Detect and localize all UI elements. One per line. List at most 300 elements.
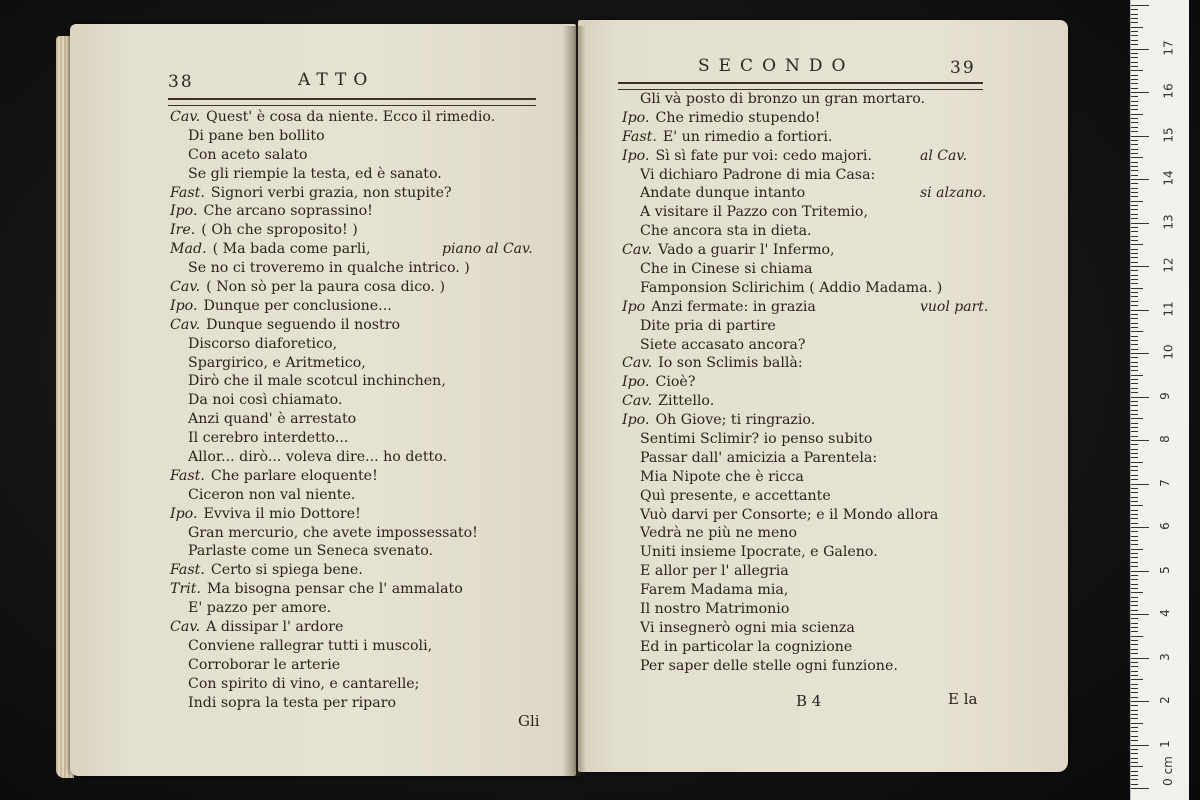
ruler-tick: [1131, 636, 1143, 637]
line-text: Anzi fermate: in grazia: [651, 298, 816, 315]
ruler-tick: [1131, 723, 1143, 724]
line-text: Famponsion Sclirichim ( Addio Madama. ): [640, 279, 943, 296]
catchword-left: Gli: [518, 712, 540, 730]
text-line: [170, 221, 550, 240]
ruler-tick: [1131, 779, 1138, 780]
stage-direction: al Cav.: [920, 147, 968, 164]
text-line: [622, 336, 1022, 355]
ruler-tick: [1131, 758, 1138, 759]
ruler-tick: [1131, 122, 1138, 123]
speaker-label: Cav.: [170, 619, 201, 636]
ruler-tick: [1131, 731, 1138, 732]
line-text: Dite pria di partire: [640, 317, 776, 334]
ruler-number: 12: [1161, 257, 1176, 273]
ruler-tick: [1131, 601, 1138, 602]
ruler-tick: [1131, 562, 1138, 563]
ruler-tick: [1131, 105, 1138, 106]
ruler-tick: [1131, 331, 1143, 332]
line-text: Con aceto salato: [188, 146, 308, 163]
ruler-tick: [1131, 144, 1138, 145]
ruler-tick: [1131, 749, 1138, 750]
text-line: [170, 335, 550, 354]
line-text: Conviene rallegrar tutti i muscoli,: [188, 637, 433, 654]
book-gutter: [562, 26, 586, 776]
speaker-label: Trit.: [170, 581, 201, 598]
ruler-tick: [1131, 262, 1138, 263]
ruler-tick: [1131, 701, 1149, 702]
ruler-tick: [1131, 257, 1138, 258]
ruler-number: 13: [1161, 213, 1176, 230]
ruler-tick: [1131, 201, 1143, 202]
text-line: [622, 317, 1022, 336]
ruler-tick: [1131, 571, 1149, 572]
ruler-tick: [1131, 592, 1143, 593]
text-line: [622, 354, 1022, 373]
ruler-tick: [1131, 505, 1143, 506]
line-text: Io son Sclimis ballà:: [658, 355, 803, 372]
line-text: A dissipar l' ardore: [206, 619, 344, 636]
ruler-tick: [1131, 170, 1138, 171]
running-head-right: SECONDO: [698, 56, 855, 76]
text-line: [170, 278, 550, 297]
text-line: [170, 675, 550, 694]
ruler-tick: [1131, 575, 1138, 576]
line-text: E allor per l' allegria: [640, 563, 789, 580]
ruler-number: 5: [1157, 565, 1172, 574]
ruler-tick: [1131, 114, 1143, 115]
text-line: [170, 165, 550, 184]
text-line: [622, 411, 1022, 430]
ruler-tick: [1131, 775, 1138, 776]
ruler-tick: [1131, 22, 1138, 23]
text-line: [170, 391, 550, 410]
text-line: [170, 637, 550, 656]
ruler-tick: [1131, 762, 1138, 763]
catchword-right: E la: [948, 690, 978, 708]
ruler-tick: [1131, 418, 1143, 419]
ruler-tick: [1131, 188, 1138, 189]
ruler-tick: [1131, 127, 1138, 128]
ruler-tick: [1131, 70, 1143, 71]
ruler-tick: [1131, 75, 1138, 76]
text-line: [170, 505, 550, 524]
ruler-number: 15: [1161, 126, 1176, 143]
text-line: [170, 429, 550, 448]
ruler-number: 17: [1161, 39, 1176, 56]
ruler-tick: [1131, 162, 1138, 163]
ruler-tick: [1131, 584, 1138, 585]
ruler-tick: [1131, 553, 1138, 554]
ruler-tick: [1131, 62, 1138, 63]
line-text: Gran mercurio, che avete impossessato!: [188, 524, 478, 541]
ruler-number: 11: [1161, 300, 1176, 317]
ruler-tick: [1131, 644, 1138, 645]
page-number-left: 38: [168, 72, 194, 92]
ruler-tick: [1131, 270, 1138, 271]
ruler-tick: [1131, 83, 1138, 84]
line-text: Se gli riempie la testa, ed è sanato.: [188, 165, 442, 182]
ruler-tick: [1131, 671, 1138, 672]
ruler-tick: [1131, 244, 1143, 245]
line-text: Sì sì fate pur voi: cedo majori.: [655, 147, 872, 164]
ruler-tick: [1131, 275, 1138, 276]
ruler-tick: [1131, 183, 1138, 184]
text-line: [622, 619, 1022, 638]
text-line: [622, 128, 1022, 147]
ruler-tick: [1131, 175, 1138, 176]
text-line: [170, 561, 550, 580]
text-line: [170, 108, 550, 127]
ruler-tick: [1131, 623, 1138, 624]
ruler-tick: [1131, 88, 1138, 89]
text-line: [170, 354, 550, 373]
text-line: [170, 202, 550, 221]
line-text: Che rimedio stupendo!: [655, 109, 821, 126]
ruler-tick: [1131, 166, 1138, 167]
line-text: Dunque seguendo il nostro: [206, 316, 401, 333]
line-text: Mia Nipote che è ricca: [640, 468, 804, 485]
ruler-tick: [1131, 314, 1138, 315]
line-text: Con spirito di vino, e cantarelle;: [188, 675, 420, 692]
text-line: [622, 468, 1022, 487]
line-text: Che in Cinese si chiama: [640, 261, 813, 278]
text-line: [170, 240, 550, 259]
text-line: [622, 581, 1022, 600]
line-text: Vi insegnerò ogni mia scienza: [640, 619, 855, 636]
ruler-number: 16: [1161, 83, 1176, 99]
ruler-tick: [1131, 462, 1143, 463]
ruler-number: 3: [1157, 652, 1172, 661]
line-text: Che ancora sta in dieta.: [640, 223, 812, 240]
line-text: Il cerebro interdetto...: [188, 430, 349, 447]
line-text: Ed in particolar la cognizione: [640, 638, 853, 655]
line-text: ( Ma bada come parli,: [212, 241, 371, 258]
line-text: Che arcano soprassino!: [203, 203, 373, 220]
ruler-tick: [1131, 488, 1138, 489]
line-text: E' pazzo per amore.: [188, 600, 332, 617]
text-line: [622, 638, 1022, 657]
ruler-tick: [1131, 544, 1138, 545]
ruler-tick: [1131, 653, 1138, 654]
ruler-tick: [1131, 540, 1138, 541]
ruler-tick: [1131, 388, 1138, 389]
measuring-ruler: [1130, 0, 1189, 800]
text-line: [622, 524, 1022, 543]
text-line: [170, 542, 550, 561]
ruler-tick: [1131, 266, 1149, 267]
ruler-number: 10: [1161, 344, 1176, 360]
line-text: Dunque per conclusione...: [203, 297, 392, 314]
line-text: Zittello.: [658, 393, 715, 410]
ruler-tick: [1131, 436, 1138, 437]
ruler-tick: [1131, 501, 1138, 502]
ruler-tick: [1131, 236, 1138, 237]
ruler-tick: [1131, 492, 1138, 493]
line-text: Certo si spiega bene.: [210, 562, 363, 579]
line-text: Dirò che il male scotcul inchinchen,: [188, 373, 446, 390]
ruler-tick: [1131, 740, 1138, 741]
text-line: [622, 279, 1022, 298]
ruler-tick: [1131, 353, 1149, 354]
ruler-tick: [1131, 401, 1138, 402]
line-text: Anzi quand' è arrestato: [188, 411, 357, 428]
text-line: [622, 166, 1022, 185]
page-number-right: 39: [950, 58, 976, 78]
right-page: [578, 20, 1068, 772]
speaker-label: Cav.: [170, 316, 201, 333]
ruler-tick: [1131, 9, 1138, 10]
line-text: Andate dunque intanto: [640, 185, 806, 202]
ruler-tick: [1131, 179, 1149, 180]
ruler-tick: [1131, 249, 1138, 250]
ruler-tick: [1131, 679, 1143, 680]
text-line: [622, 487, 1022, 506]
line-text: Passar dall' amicizia a Parentela:: [640, 449, 878, 466]
ruler-tick: [1131, 453, 1138, 454]
ruler-tick: [1131, 666, 1138, 667]
line-text: E' un rimedio a fortiori.: [662, 128, 833, 145]
text-line: [622, 562, 1022, 581]
ruler-tick: [1131, 53, 1138, 54]
ruler-tick: [1131, 649, 1138, 650]
ruler-tick: [1131, 40, 1138, 41]
line-text: Siete accasato ancora?: [640, 336, 806, 353]
text-line: [170, 448, 550, 467]
ruler-tick: [1131, 318, 1138, 319]
line-text: Che parlare eloquente!: [210, 467, 378, 484]
speaker-label: Cav.: [622, 393, 653, 410]
text-line: [170, 467, 550, 486]
speaker-label: Ipo: [622, 298, 646, 315]
line-text: Sentimi Sclimir? io penso subito: [640, 431, 873, 448]
speaker-label: Cav.: [622, 355, 653, 372]
text-line: [622, 543, 1022, 562]
ruler-tick: [1131, 531, 1138, 532]
line-text: Cioè?: [655, 374, 696, 391]
ruler-tick: [1131, 423, 1138, 424]
ruler-tick: [1131, 57, 1138, 58]
text-line: [622, 657, 1022, 676]
ruler-tick: [1131, 79, 1138, 80]
ruler-tick: [1131, 662, 1138, 663]
ruler-tick: [1131, 727, 1138, 728]
text-line: [622, 147, 1022, 166]
ruler-tick: [1131, 766, 1143, 767]
ruler-tick: [1131, 5, 1149, 6]
ruler-tick: [1131, 523, 1138, 524]
text-line: [622, 184, 1022, 203]
ruler-tick: [1131, 444, 1138, 445]
ruler-tick: [1131, 253, 1138, 254]
ruler-tick: [1131, 431, 1138, 432]
ruler-tick: [1131, 784, 1138, 785]
ruler-tick: [1131, 745, 1149, 746]
ruler-tick: [1131, 597, 1138, 598]
line-text: Indi sopra la testa per riparo: [188, 694, 397, 711]
ruler-tick: [1131, 736, 1138, 737]
ruler-tick: [1131, 566, 1138, 567]
ruler-tick: [1131, 136, 1149, 137]
ruler-tick: [1131, 279, 1138, 280]
speaker-label: Ipo.: [170, 505, 198, 522]
speaker-label: Ipo.: [170, 203, 198, 220]
ruler-tick: [1131, 140, 1138, 141]
ruler-tick: [1131, 379, 1138, 380]
ruler-tick: [1131, 131, 1138, 132]
ruler-tick: [1131, 536, 1138, 537]
ruler-number: 7: [1157, 478, 1172, 487]
ruler-tick: [1131, 18, 1138, 19]
speaker-label: Ipo.: [622, 412, 650, 429]
ruler-tick: [1131, 705, 1138, 706]
ruler-tick: [1131, 349, 1138, 350]
ruler-tick: [1131, 223, 1149, 224]
ruler-tick: [1131, 14, 1138, 15]
ruler-tick: [1131, 310, 1149, 311]
line-text: Evviva il mio Dottore!: [203, 505, 361, 522]
speaker-label: Ipo.: [622, 147, 650, 164]
speaker-label: Ipo.: [170, 297, 198, 314]
speaker-label: Cav.: [170, 279, 201, 296]
ruler-number: 4: [1157, 609, 1172, 617]
ruler-tick: [1131, 771, 1138, 772]
text-line: [170, 297, 550, 316]
ruler-tick: [1131, 627, 1138, 628]
ruler-tick: [1131, 692, 1138, 693]
ruler-tick: [1131, 66, 1138, 67]
ruler-tick: [1131, 710, 1138, 711]
ruler-tick: [1131, 557, 1138, 558]
open-book: [56, 16, 1084, 784]
ruler-tick: [1131, 518, 1138, 519]
line-text: Se no ci troveremo in qualche intrico. ): [188, 260, 470, 277]
text-line: [170, 486, 550, 505]
line-text: Il nostro Matrimonio: [640, 601, 790, 618]
text-line: [622, 241, 1022, 260]
line-text: Ciceron non val niente.: [188, 486, 356, 503]
ruler-tick: [1131, 366, 1138, 367]
ruler-tick: [1131, 35, 1138, 36]
ruler-tick: [1131, 466, 1138, 467]
ruler-tick: [1131, 149, 1138, 150]
line-text: Quì presente, e accettante: [640, 487, 831, 504]
ruler-tick: [1131, 327, 1138, 328]
ruler-tick: [1131, 192, 1138, 193]
text-line: [622, 600, 1022, 619]
ruler-tick: [1131, 610, 1138, 611]
ruler-tick: [1131, 588, 1138, 589]
text-line: [170, 410, 550, 429]
ruler-tick: [1131, 196, 1138, 197]
text-line: [622, 430, 1022, 449]
line-text: Corroborar le arterie: [188, 656, 341, 673]
speaker-label: Cav.: [622, 242, 653, 259]
speaker-label: Fast.: [170, 184, 205, 201]
ruler-tick: [1131, 214, 1138, 215]
ruler-tick: [1131, 288, 1143, 289]
text-line: [170, 184, 550, 203]
line-text: Vado a guarir l' Infermo,: [658, 242, 835, 259]
ruler-tick: [1131, 714, 1138, 715]
ruler-tick: [1131, 231, 1138, 232]
text-line: [170, 524, 550, 543]
ruler-tick: [1131, 118, 1138, 119]
ruler-tick: [1131, 292, 1138, 293]
header-rule-left: [168, 98, 536, 106]
text-line: [170, 146, 550, 165]
line-text: Allor... dirò... voleva dire... ho detto.: [188, 449, 448, 466]
speaker-label: Fast.: [170, 467, 205, 484]
ruler-tick: [1131, 470, 1138, 471]
text-line: [622, 203, 1022, 222]
ruler-number: 14: [1161, 170, 1176, 186]
ruler-unit-label: 0 cm: [1160, 756, 1175, 786]
speaker-label: Fast.: [622, 128, 657, 145]
ruler-tick: [1131, 497, 1138, 498]
line-text: Di pane ben bollito: [188, 127, 325, 144]
ruler-tick: [1131, 484, 1149, 485]
header-rule-right: [618, 82, 983, 90]
ruler-tick: [1131, 336, 1138, 337]
ruler-tick: [1131, 579, 1138, 580]
ruler-tick: [1131, 323, 1138, 324]
line-text: Gli và posto di bronzo un gran mortaro.: [640, 91, 926, 107]
ruler-tick: [1131, 405, 1138, 406]
ruler-tick: [1131, 209, 1138, 210]
ruler-tick: [1131, 305, 1138, 306]
ruler-tick: [1131, 96, 1138, 97]
left-page: [70, 24, 576, 776]
ruler-tick: [1131, 227, 1138, 228]
text-line: [622, 449, 1022, 468]
running-head-left: ATTO: [298, 70, 375, 90]
ruler-tick: [1131, 157, 1143, 158]
ruler-tick: [1131, 205, 1138, 206]
line-text: Uniti insieme Ipocrate, e Galeno.: [640, 544, 878, 561]
ruler-tick: [1131, 631, 1138, 632]
line-text: Per saper delle stelle ogni funzione.: [640, 657, 898, 674]
ruler-number: 1: [1157, 739, 1172, 748]
speaker-label: Mad.: [170, 241, 207, 258]
ruler-tick: [1131, 514, 1138, 515]
ruler-tick: [1131, 414, 1138, 415]
ruler-tick: [1131, 283, 1138, 284]
speaker-label: Ipo.: [622, 374, 650, 391]
ruler-tick: [1131, 605, 1138, 606]
line-text: Farem Madama mia,: [640, 582, 789, 599]
ruler-tick: [1131, 31, 1138, 32]
text-line: [622, 392, 1022, 411]
text-line: [170, 259, 550, 278]
ruler-tick: [1131, 101, 1138, 102]
ruler-number: 2: [1157, 696, 1172, 704]
ruler-tick: [1131, 392, 1138, 393]
line-text: Spargirico, e Aritmetico,: [188, 354, 366, 371]
line-text: Vuò darvi per Consorte; e il Mondo allora: [640, 506, 939, 523]
ruler-tick: [1131, 427, 1138, 428]
stage-direction: si alzano.: [920, 185, 987, 202]
ruler-tick: [1131, 153, 1138, 154]
text-line: [622, 109, 1022, 128]
ruler-tick: [1131, 240, 1138, 241]
line-text: Signori verbi grazia, non stupite?: [210, 184, 452, 201]
ruler-tick: [1131, 357, 1138, 358]
ruler-tick: [1131, 640, 1138, 641]
ruler-tick: [1131, 296, 1138, 297]
ruler-tick: [1131, 344, 1138, 345]
ruler-tick: [1131, 301, 1138, 302]
ruler-tick: [1131, 457, 1138, 458]
